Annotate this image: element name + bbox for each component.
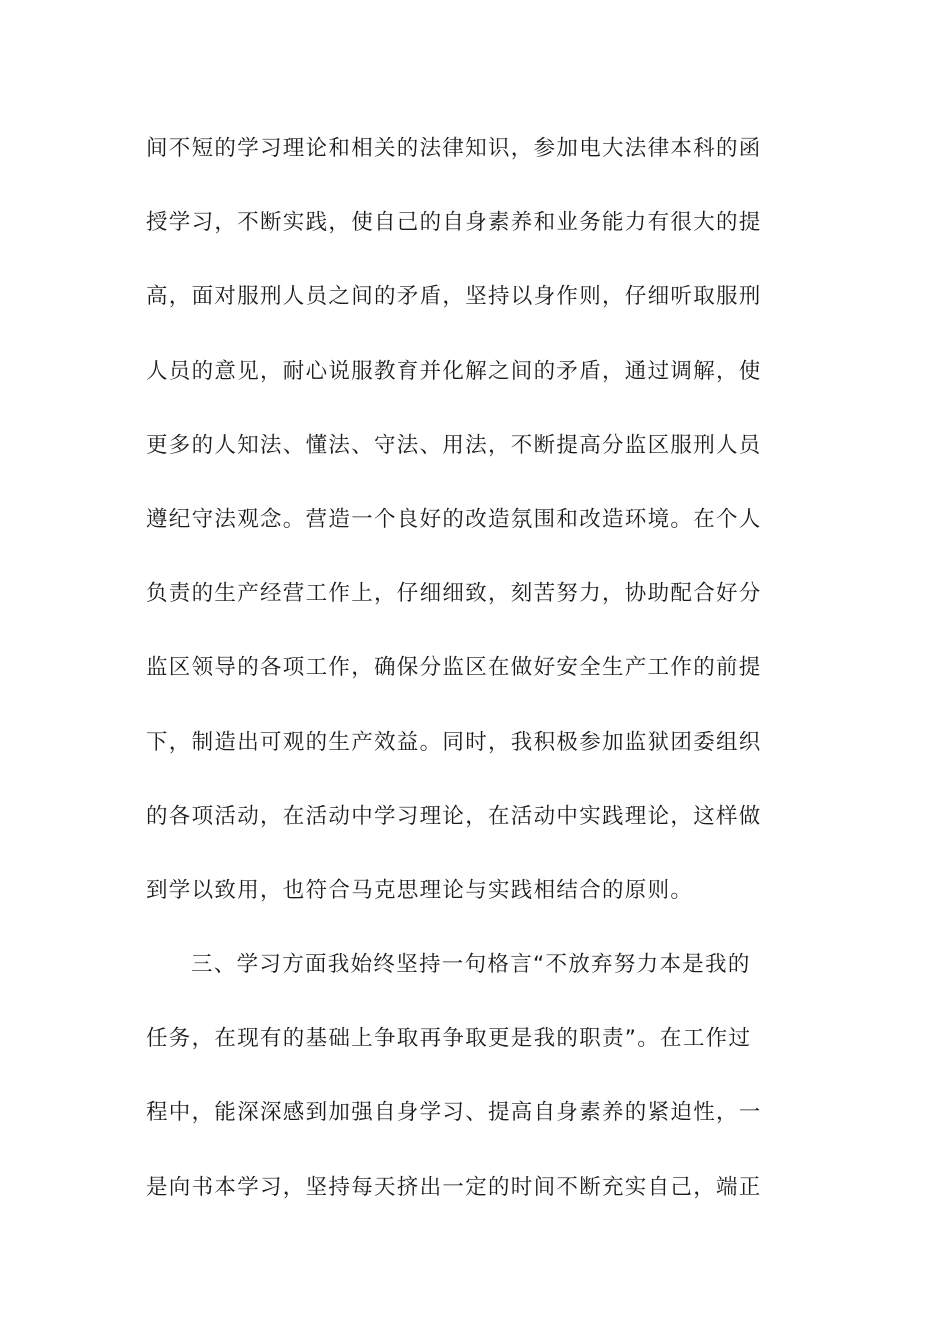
text-line: 任务，在现有的基础上争取再争取更是我的职责”。在工作过 bbox=[146, 1026, 752, 1052]
text-line: 遵纪守法观念。营造一个良好的改造氛围和改造环境。在个人 bbox=[146, 506, 762, 532]
text-line: 到学以致用，也符合马克思理论与实践相结合的原则。 bbox=[146, 877, 694, 903]
text-line: 的各项活动，在活动中学习理论，在活动中实践理论，这样做 bbox=[146, 803, 762, 829]
text-line: 是向书本学习，坚持每天挤出一定的时间不断充实自己，端正 bbox=[146, 1174, 762, 1200]
text-line: 高，面对服刑人员之间的矛盾，坚持以身作则，仔细听取服刑 bbox=[146, 284, 762, 310]
text-line: 监区领导的各项工作，确保分监区在做好安全生产工作的前提 bbox=[146, 655, 762, 681]
body-text bbox=[146, 128, 796, 1241]
text-line: 下，制造出可观的生产效益。同时，我积极参加监狱团委组织 bbox=[146, 729, 762, 755]
text-line: 授学习，不断实践，使自己的自身素养和业务能力有很大的提 bbox=[146, 210, 762, 236]
text-line: 人员的意见，耐心说服教育并化解之间的矛盾，通过调解，使 bbox=[146, 358, 762, 384]
text-line: 负责的生产经营工作上，仔细细致，刻苦努力，协助配合好分 bbox=[146, 581, 762, 607]
section-heading-line: 三、学习方面我始终坚持一句格言“不放弃努力本是我的 bbox=[191, 952, 751, 978]
text-line: 间不短的学习理论和相关的法律知识，参加电大法律本科的函 bbox=[146, 136, 762, 161]
text-line: 更多的人知法、懂法、守法、用法，不断提高分监区服刑人员 bbox=[146, 432, 762, 458]
text-line: 程中，能深深感到加强自身学习、提高自身素养的紧迫性，一 bbox=[146, 1100, 762, 1126]
